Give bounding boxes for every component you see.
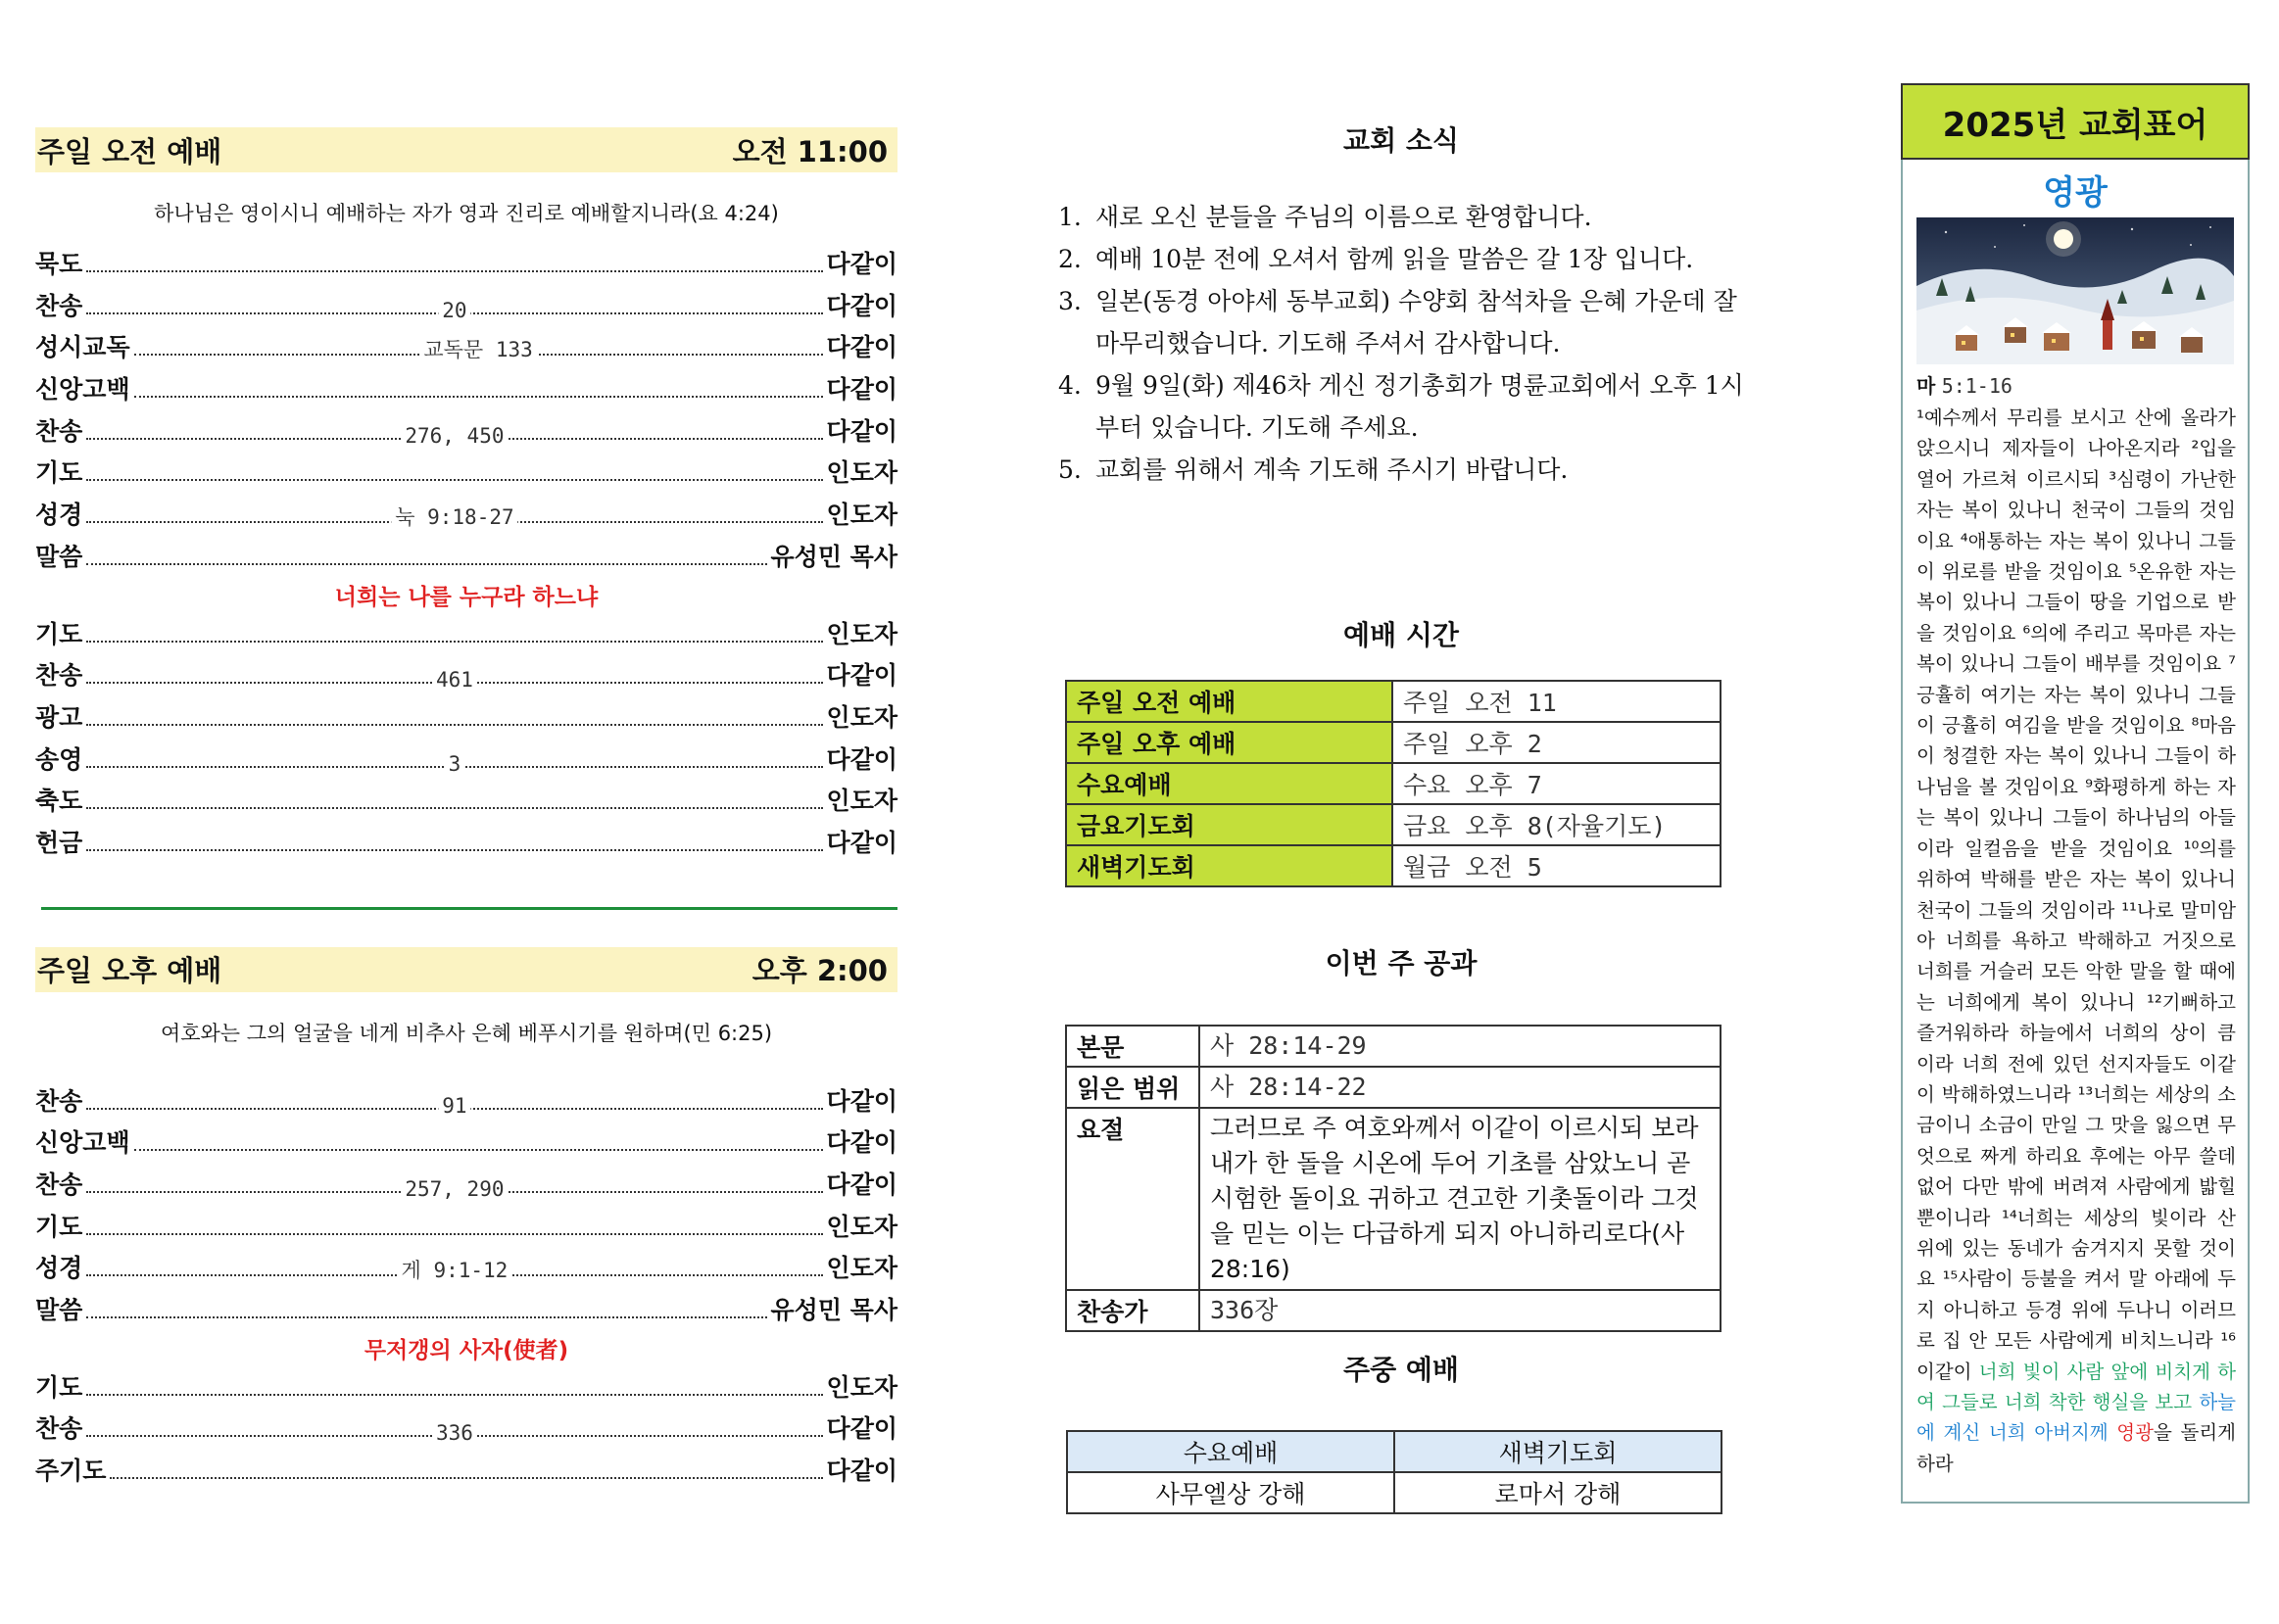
scripture-reference: 마 5:1-16 xyxy=(1916,374,2012,398)
order-item-label: 헌금 xyxy=(35,828,83,857)
order-row xyxy=(35,370,897,412)
order-item-leader: 다같이 xyxy=(826,1086,897,1116)
order-item-label: 송영 xyxy=(35,744,83,774)
morning-order-list-1 xyxy=(35,245,897,580)
dot-leader xyxy=(86,563,766,565)
order-item-label: 신앙고백 xyxy=(35,375,130,405)
order-item-leader: 인도자 xyxy=(826,1372,897,1402)
weekday-services-table xyxy=(1066,1430,1722,1514)
morning-sermon-title: 너희는 나를 누구라 하느냐 xyxy=(334,584,599,610)
dot-leader xyxy=(134,396,823,398)
table-row: 사무엘상 강해 로마서 강해 xyxy=(1067,1472,1721,1513)
order-item-leader: 인도자 xyxy=(826,702,897,732)
order-item-label: 신앙고백 xyxy=(35,1128,130,1158)
order-item-leader: 인도자 xyxy=(826,458,897,488)
order-item-label: 성경 xyxy=(35,501,83,530)
order-item-leader: 다같이 xyxy=(826,250,897,278)
order-item-leader: 인도자 xyxy=(826,501,897,530)
news-item: 1. 새로 오신 분들을 주님의 이름으로 환영합니다. xyxy=(1058,203,1592,231)
order-item-leader: 인도자 xyxy=(826,1254,897,1283)
order-row xyxy=(35,1082,897,1124)
order-item-leader: 인도자 xyxy=(826,1212,897,1241)
dot-leader xyxy=(86,849,822,851)
afternoon-service-header xyxy=(35,947,897,992)
dot-leader xyxy=(86,1259,822,1283)
order-item-detail: 91 xyxy=(438,1094,470,1118)
order-item-label: 찬송 xyxy=(35,291,83,320)
order-item-leader: 다같이 xyxy=(826,291,897,320)
morning-service-title: 주일 오전 예배 xyxy=(37,134,222,168)
dot-leader xyxy=(86,298,822,322)
order-row xyxy=(35,1123,897,1166)
table-row: 요절 그러므로 주 여호와께서 이같이 이르시되 보라 내가 한 돌을 시온에 두어 기초를 삼았노니 곧 시험한 돌이요 귀하고 견고한 기촛돌이라 그것을 믿는 이는 다급하게 되지 아니하리로다(사 28:16) xyxy=(1066,1108,1721,1290)
motto-word: 영광 xyxy=(2043,173,2108,213)
order-item-detail: 461 xyxy=(432,668,477,692)
order-item-label: 기도 xyxy=(35,619,83,648)
order-item-label: 찬송 xyxy=(35,661,83,691)
order-row xyxy=(35,1249,897,1291)
table-row: 읽은 범위 사 28:14-22 xyxy=(1066,1067,1721,1108)
section-divider xyxy=(41,907,897,910)
order-item-leader: 다같이 xyxy=(826,333,897,362)
table-row: 주일 오전 예배 주일 오전 11 xyxy=(1066,681,1721,722)
order-row xyxy=(35,1208,897,1250)
table-row: 찬송가 336장 xyxy=(1066,1290,1721,1331)
order-item-label: 성경 xyxy=(35,1254,83,1283)
highlight-glory: 영광 xyxy=(2116,1421,2154,1445)
order-row xyxy=(35,538,897,580)
order-item-leader: 다같이 xyxy=(826,1170,897,1199)
highlight-green: 너희 빛이 사람 앞에 비치게 하여 그들로 너희 착한 행실을 보고 xyxy=(1916,1360,2236,1413)
order-row xyxy=(35,412,897,454)
order-row xyxy=(35,698,897,740)
order-row xyxy=(35,454,897,496)
order-item-leader: 유성민 목사 xyxy=(770,1296,897,1325)
order-item-label: 찬송 xyxy=(35,1170,83,1199)
news-item: 2. 예배 10분 전에 오셔서 함께 읽을 말씀은 갈 1장 입니다. xyxy=(1058,245,1694,273)
winter-village-illustration xyxy=(1916,217,2234,364)
order-item-label: 기도 xyxy=(35,458,83,488)
morning-service-header xyxy=(35,127,897,172)
order-item-leader: 다같이 xyxy=(826,375,897,405)
order-item-detail: 276, 450 xyxy=(401,424,508,448)
order-item-detail: 257, 290 xyxy=(401,1177,508,1201)
news-item: 4. 9월 9일(화) 제46차 게신 정기총회가 명륜교회에서 오후 1시부터 있습니다. 기도해 주세요. xyxy=(1058,371,1744,442)
order-item-label: 찬송 xyxy=(35,416,83,446)
morning-order-list-2 xyxy=(35,615,897,866)
dot-leader xyxy=(86,270,822,272)
church-motto-panel xyxy=(1901,83,2250,1504)
order-row xyxy=(35,1368,897,1410)
dot-leader xyxy=(86,505,822,530)
dot-leader xyxy=(134,338,823,362)
order-item-leader: 다같이 xyxy=(826,416,897,446)
motto-title: 2025년 교회표어 xyxy=(1901,83,2250,160)
order-item-label: 말씀 xyxy=(35,1296,83,1325)
dot-leader xyxy=(110,1477,822,1479)
table-row: 수요예배 새벽기도회 xyxy=(1067,1431,1721,1472)
afternoon-sermon-title: 무저갱의 사자(使者) xyxy=(364,1337,569,1363)
service-times-title: 예배 시간 xyxy=(1343,619,1459,651)
dot-leader xyxy=(86,641,822,643)
news-item: 3. 일본(동경 아야세 동부교회) 수양회 참석차을 은혜 가운데 잘 마무리했습니다. 기도해 주셔서 감사합니다. xyxy=(1058,287,1737,358)
afternoon-service-title: 주일 오후 예배 xyxy=(37,954,222,988)
afternoon-service-time: 오후 2:00 xyxy=(752,954,888,988)
order-row xyxy=(35,245,897,287)
order-item-leader: 다같이 xyxy=(826,1128,897,1158)
order-item-detail: 20 xyxy=(438,299,470,322)
dot-leader xyxy=(86,479,822,481)
order-row xyxy=(35,1291,897,1333)
order-row xyxy=(35,782,897,824)
order-item-leader: 다같이 xyxy=(826,1414,897,1444)
order-item-label: 축도 xyxy=(35,787,83,816)
lesson-table xyxy=(1065,1025,1721,1332)
order-item-detail: 3 xyxy=(445,752,465,776)
table-row: 주일 오후 예배 주일 오후 2 xyxy=(1066,722,1721,763)
order-item-detail: 교독문 133 xyxy=(419,334,536,363)
order-item-leader: 다같이 xyxy=(826,828,897,857)
worship-order-column xyxy=(35,127,897,1494)
table-row: 본문 사 28:14-29 xyxy=(1066,1026,1721,1067)
weekday-services-title: 주중 예배 xyxy=(1343,1354,1459,1386)
order-row xyxy=(35,1452,897,1494)
dot-leader xyxy=(86,668,822,693)
table-row: 새벽기도회 월금 오전 5 xyxy=(1066,845,1721,886)
dot-leader xyxy=(86,1421,822,1446)
morning-verse: 하나님은 영이시니 예배하는 자가 영과 진리로 예배할지니라(요 4:24) xyxy=(154,202,779,225)
service-times-table xyxy=(1065,680,1721,887)
order-row xyxy=(35,656,897,698)
order-item-detail: 게 9:1-12 xyxy=(398,1255,512,1284)
order-item-label: 주기도 xyxy=(35,1457,107,1486)
order-row xyxy=(35,496,897,538)
order-item-label: 성시교독 xyxy=(35,333,130,362)
order-row xyxy=(35,824,897,866)
news-item: 5. 교회를 위해서 계속 기도해 주시기 바랍니다. xyxy=(1058,455,1569,484)
scripture-text: ¹예수께서 무리를 보시고 산에 올라가 앉으시니 제자들이 나아온지라 ²입을 열어 가르쳐 이르시되 ³심령이 가난한 자는 복이 있나니 천국이 그들의 것임이요 ⁴애통하는 자는 복이 있나니 그들이 위로를 받을 것임이요 ⁵온유한 자는 복이 있나니 그들이 땅을 기업으로 받을 것임이요 ⁶의에 주리고 목마른 자는 복이 있나니 그들이 배부를 것임이요 ⁷긍휼히 여기는 자는 복이 있나니 그들이 긍휼히 여김을 받을 것임이요 ⁸마음이 청결한 자는 복이 있나니 그들이 하나님을 볼 것임이요 ⁹화평하게 하는 자는 복이 있나니 그들이 하나님의 아들이라 일컬음을 받을 것임이요 ¹⁰의를 위하여 박해를 받은 자는 복이 있나니 천국이 그들의 것임이라 ¹¹나로 말미암아 너희를 욕하고 박해하고 거짓으로 너희를 거슬러 모든 악한 말을 할 때에는 너희에게 복이 있나니 ¹²기뻐하고 즐거워하라 하늘에서 너희의 상이 큼이라 너희 전에 있던 선지자들도 이같이 박해하였느니라 ¹³너희는 세상의 소금이니 소금이 만일 그 맛을 잃으면 무엇으로 짜게 하리요 후에는 아무 쓸데 없어 다만 밖에 버려져 사람에게 밟힐 뿐이니라 ¹⁴너희는 세상의 빛이라 산 위에 있는 동네가 숨겨지지 못할 것이요 ¹⁵사람이 등불을 켜서 말 아래에 두지 아니하고 등경 위에 두나니 이러므로 집 안 모든 사람에게 비치느니라 ¹⁶이같이 너희 빛이 사람 앞에 비치게 하여 그들로 너희 착한 행실을 보고 하늘에 계신 너희 아버지께 영광을 돌리게 하라 xyxy=(1916,406,2237,1475)
order-item-label: 기도 xyxy=(35,1372,83,1402)
dot-leader xyxy=(86,1177,822,1201)
order-item-leader: 인도자 xyxy=(826,787,897,816)
highlight-blue: 하늘에 계신 너희 아버지께 xyxy=(1916,1391,2237,1445)
order-item-leader: 다같이 xyxy=(826,744,897,774)
news-list xyxy=(1058,196,1744,491)
order-item-label: 말씀 xyxy=(35,542,83,571)
order-item-label: 찬송 xyxy=(35,1414,83,1444)
order-item-label: 광고 xyxy=(35,702,83,732)
order-item-detail: 눅 9:18-27 xyxy=(391,502,517,531)
dot-leader xyxy=(86,423,822,448)
dot-leader xyxy=(86,1093,822,1118)
order-row xyxy=(35,1166,897,1208)
order-item-label: 찬송 xyxy=(35,1086,83,1116)
order-item-leader: 유성민 목사 xyxy=(770,542,897,571)
order-row xyxy=(35,328,897,370)
morning-service-time: 오전 11:00 xyxy=(732,134,888,168)
order-row xyxy=(35,287,897,329)
order-row xyxy=(35,615,897,657)
order-item-detail: 336 xyxy=(432,1421,477,1445)
dot-leader xyxy=(86,1394,822,1396)
order-item-leader: 다같이 xyxy=(826,661,897,691)
dot-leader xyxy=(86,724,822,726)
afternoon-verse: 여호와는 그의 얼굴을 네게 비추사 은혜 베푸시기를 원하며(민 6:25) xyxy=(160,1021,773,1045)
dot-leader xyxy=(86,1316,766,1318)
afternoon-order-list-1 xyxy=(35,1082,897,1333)
table-row: 수요예배 수요 오후 7 xyxy=(1066,763,1721,804)
dot-leader xyxy=(86,1233,822,1235)
order-item-leader: 인도자 xyxy=(826,619,897,648)
dot-leader xyxy=(86,751,822,776)
lesson-title: 이번 주 공과 xyxy=(1325,947,1478,979)
order-row xyxy=(35,740,897,783)
afternoon-order-list-2 xyxy=(35,1368,897,1494)
news-title: 교회 소식 xyxy=(1343,124,1459,157)
order-item-label: 묵도 xyxy=(35,250,83,278)
table-row: 금요기도회 금요 오후 8(자율기도) xyxy=(1066,804,1721,845)
order-item-label: 기도 xyxy=(35,1212,83,1241)
order-row xyxy=(35,1409,897,1452)
dot-leader xyxy=(86,807,822,809)
dot-leader xyxy=(134,1149,823,1151)
order-item-leader: 다같이 xyxy=(826,1457,897,1486)
